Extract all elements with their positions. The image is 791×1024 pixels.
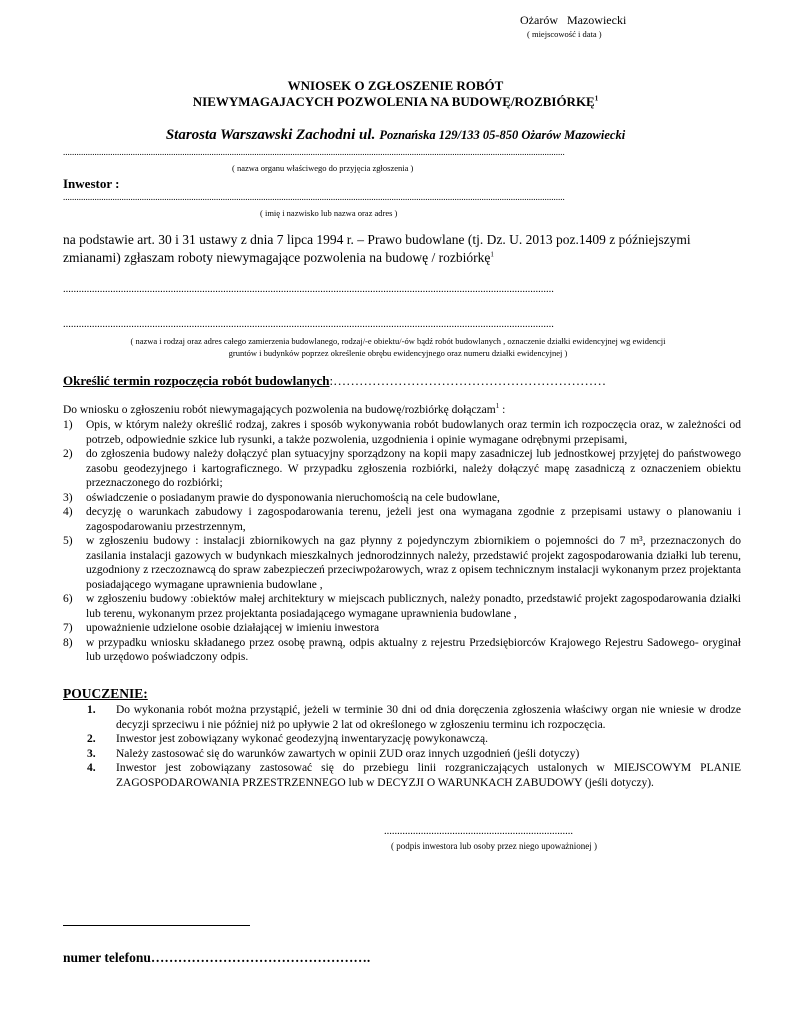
attachment-item: 6) w zgłoszeniu budowy :obiektów małej architektury w miejscach publicznych, należy ponadto, przedstawić projekt zagospodarowania działki lub terenu, wykonanym przez projektanta posiadającego wymagane uprawnienia budowlane ,	[63, 593, 741, 620]
title-line-2: NIEWYMAGAJACYCH POZWOLENIA NA BUDOWĘ/ROZBIÓRKĘ$^1$	[192, 94, 599, 109]
start-term-label: Określić termin rozpoczęcia robót budowlanych	[63, 373, 330, 388]
document-title	[0, 78, 791, 110]
notice-item: 3. Należy zastosować się do warunków zawartych w opinii ZUD oraz innych uzgodnień (jeśli dotyczy)	[87, 747, 580, 760]
place-text: Ożarów Mazowiecki	[520, 13, 627, 27]
works-dots-1[interactable]: ...........................................................................................................................................................................................	[63, 284, 554, 295]
start-term-line	[63, 373, 606, 389]
notice-item: 4. Inwestor jest zobowiązany zastosować się do przebiegu linii rozgraniczających ustalonych w MIEJSCOWYM PLANIE ZAGOSPODAROWANIA PRZESTRZENNEGO lub w DECYZJI O WARUNKACH ZABUDOWY (jeśli dotyczy).	[87, 762, 741, 789]
investor-caption: ( imię i nazwisko lub nazwa oraz adres )	[260, 208, 398, 218]
attachment-item: 1) Opis, w którym należy określić rodzaj, zakres i sposób wykonywania robót budowlanych oraz termin ich rozpoczęcia oraz, w zależności od potrzeb, odpowiednie szkice lub rysunki, a także pozwolenia, uzgodnienia i opinie wymagane odrębnymi przepisami,	[63, 419, 741, 446]
investor-label: Inwestor :	[63, 176, 120, 191]
phone-line	[63, 950, 370, 966]
signature-caption: ( podpis inwestora lub osoby przez niego upoważnionej )	[391, 841, 597, 851]
attachment-item: 8) w przypadku wniosku składanego przez osobę prawną, odpis aktualny z rejestru Przedsiębiorców Krajowego Rejestru Sadowego- oryginał lub urzędowo poświadczony odpis.	[63, 636, 741, 663]
authority-caption: ( nazwa organu właściwego do przyjęcia zgłoszenia )	[232, 163, 414, 173]
works-caption	[63, 335, 733, 359]
start-term-dots[interactable]: :………………………………………………………	[329, 373, 607, 388]
authority-dots: ...............................................................................................................................................................................................................................	[63, 147, 565, 157]
works-caption-line-2: gruntów i budynków poprzez określenie obrębu ewidencyjnego oraz numeru działki ewidencyjnej )	[228, 348, 568, 358]
phone-dots[interactable]: ………………………………………….	[150, 950, 371, 965]
works-dots-2[interactable]: ...........................................................................................................................................................................................	[63, 319, 554, 330]
attachments-list	[63, 418, 741, 665]
investor-dots[interactable]: ...............................................................................................................................................................................................................................	[63, 192, 565, 202]
notice-item: 1. Do wykonania robót można przystąpić, jeżeli w terminie 30 dni od dnia doręczenia zgłoszenia właściwy organ nie wniesie w drodze decyzji sprzeciwu i nie później niż po upływie 2 lat od określonego w zgłoszeniu terminu ich rozpoczęcia.	[87, 704, 741, 731]
attachment-item: 7) upoważnienie udzielone osobie działającej w imieniu inwestora	[63, 622, 380, 634]
footnote-divider	[63, 925, 250, 926]
title-line-1: WNIOSEK O ZGŁOSZENIE ROBÓT	[287, 78, 504, 93]
signature-dots[interactable]: ........................................................................	[384, 826, 573, 837]
phone-label: numer telefonu	[63, 950, 151, 965]
attachments-intro: Do wniosku o zgłoszeniu robót niewymagających pozwolenia na budowę/rozbiórkę dołączam$^1$ :	[63, 402, 506, 416]
legal-basis-text: na podstawie art. 30 i 31 ustawy z dnia 7 lipca 1994 r. – Prawo budowlane (tj. Dz. U. 2013 poz.1409 z późniejszymi zmianami) zgłaszam roboty niewymagające pozwolenia na budowę / rozbiórkę$^1$	[63, 232, 691, 265]
title-footnote-mark: 1	[594, 94, 599, 103]
attachment-item: 4) decyzję o warunkach zabudowy i zagospodarowania terenu, jeżeli jest ona wymagana zgodnie z przepisami ustawy o planowaniu i zagospodarowaniu przestrzennym,	[63, 506, 741, 533]
notice-label: POUCZENIE:	[63, 686, 148, 701]
attachment-item: 3) oświadczenie o posiadanym prawie do dysponowania nieruchomością na cele budowlane,	[63, 491, 500, 504]
basis-footnote-mark: 1	[490, 250, 494, 259]
works-caption-line-1: ( nazwa i rodzaj oraz adres całego zamierzenia budowlanego, rodzaj/-e obiektu/-ów bądź robót budowlanych , oznaczenie działki ewidencyjnej wg ewidencji	[130, 336, 666, 346]
attachments-footnote-mark: 1	[495, 402, 500, 411]
authority-name: Starosta Warszawski Zachodni ul.	[165, 127, 376, 143]
place-caption: ( miejscowość i data )	[527, 29, 602, 39]
authority-address: Poznańska 129/133 05-850 Ożarów Mazowiecki	[379, 128, 626, 142]
notice-item: 2. Inwestor jest zobowiązany wykonać geodezyjną inwentaryzację powykonawczą.	[87, 733, 488, 745]
attachment-item: 5) w zgłoszeniu budowy : instalacji zbiornikowych na gaz płynny z pojedynczym zbiornikiem o pojemności do 7 m³, przeznaczonych do zasilania instalacji gazowych w budynkach mieszkalnych jednorodzinnych należy, przedstawić projekt zagospodarowania działki lub terenu, uzgodniony z rzeczoznawcą do spraw zabezpieczeń przeciwpożarowych, wraz z opisem technicznym instalacji wykonanym przez projektanta posiadającego wymagane uprawnienia budowlane ,	[63, 535, 741, 591]
place-date-block	[500, 13, 650, 39]
notice-list	[63, 703, 741, 790]
attachment-item: 2) do zgłoszenia budowy należy dołączyć plan sytuacyjny sporządzony na kopii mapy zasadniczej lub jednostkowej przyjętej do państwowego zasobu geodezyjnego i kartograficznego. W przypadku zgłoszenia rozbiórki, należy dołączyć mapę zasadniczą z oznaczeniem obiektu przeznaczonego do rozbiórki;	[63, 448, 741, 489]
authority-line	[0, 126, 791, 144]
